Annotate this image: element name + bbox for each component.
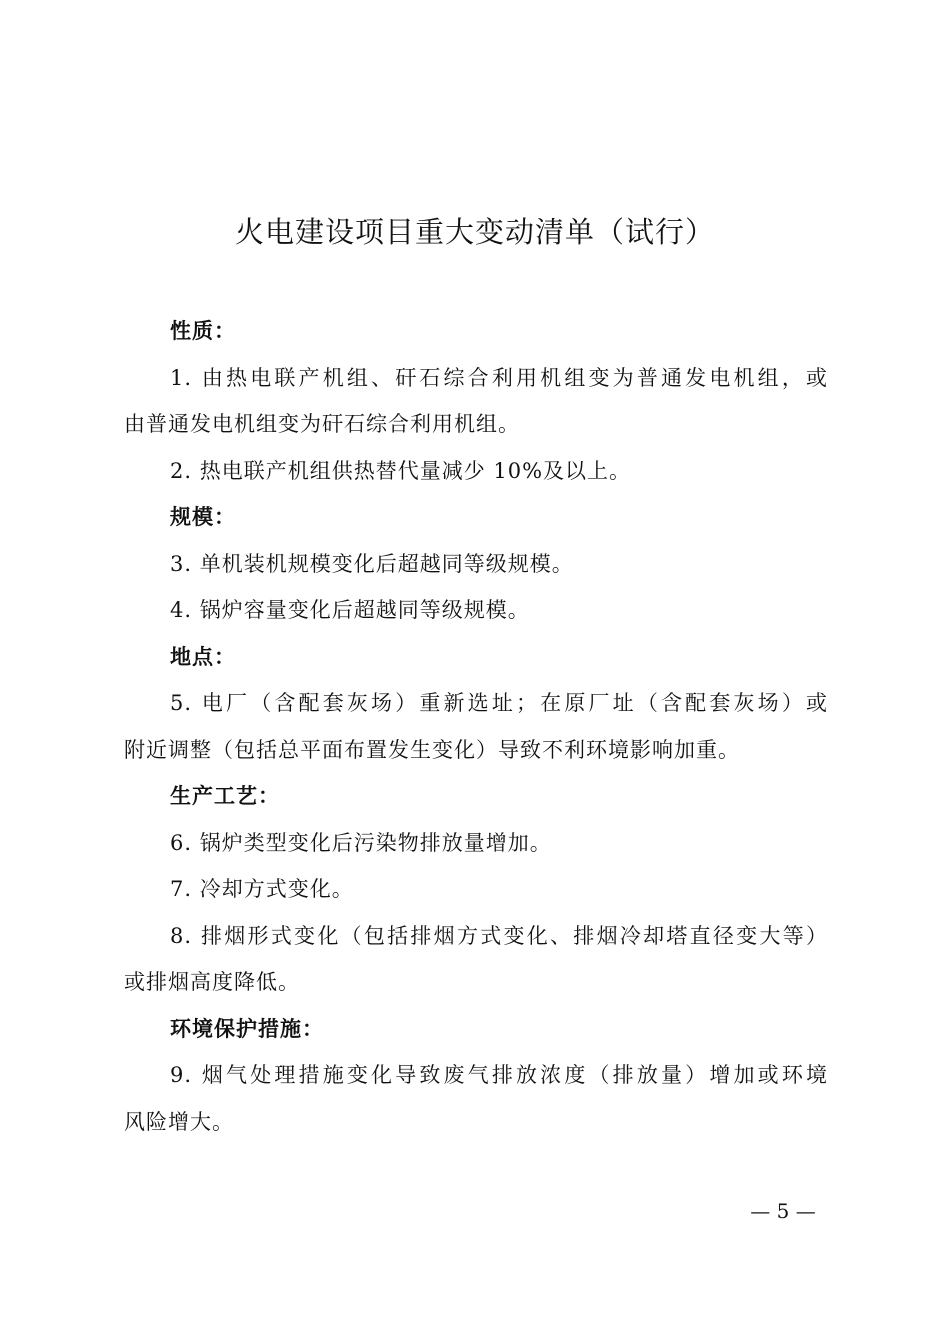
item-8-line-2: 或排烟高度降低。 <box>124 970 300 994</box>
item-5-line-1: 5. 电厂（含配套灰场）重新选址；在原厂址（含配套灰场）或 <box>170 691 828 715</box>
section-heading-scale: 规模： <box>170 505 236 529</box>
item-5-line-2: 附近调整（包括总平面布置发生变化）导致不利环境影响加重。 <box>124 737 740 762</box>
section-heading-location: 地点： <box>170 644 236 669</box>
item-6: 6. 锅炉类型变化后污染物排放量增加。 <box>170 830 552 855</box>
item-9-line-1: 9. 烟气处理措施变化导致废气排放浓度（排放量）增加或环境 <box>170 1063 828 1087</box>
item-8-line-1: 8. 排烟形式变化（包括排烟方式变化、排烟冷却塔直径变大等） <box>170 923 828 948</box>
section-heading-protection: 环境保护措施： <box>170 1016 324 1041</box>
section-heading-process: 生产工艺： <box>170 784 280 808</box>
page-number: — 5 — <box>750 1199 816 1223</box>
item-1-line-2: 由普通发电机组变为矸石综合利用机组。 <box>124 412 520 436</box>
item-2: 2. 热电联产机组供热替代量减少 10%及以上。 <box>170 458 632 483</box>
page-title: 火电建设项目重大变动清单（试行） <box>234 215 715 249</box>
item-4: 4. 锅炉容量变化后超越同等级规模。 <box>170 598 530 622</box>
section-heading-nature: 性质： <box>170 319 236 343</box>
item-7: 7. 冷却方式变化。 <box>170 877 354 901</box>
item-3: 3. 单机装机规模变化后超越同等级规模。 <box>170 551 574 576</box>
document-body <box>124 308 828 1145</box>
item-9-line-2: 风险增大。 <box>124 1109 234 1134</box>
item-1-line-1: 1. 由热电联产机组、矸石综合利用机组变为普通发电机组，或 <box>170 365 828 390</box>
